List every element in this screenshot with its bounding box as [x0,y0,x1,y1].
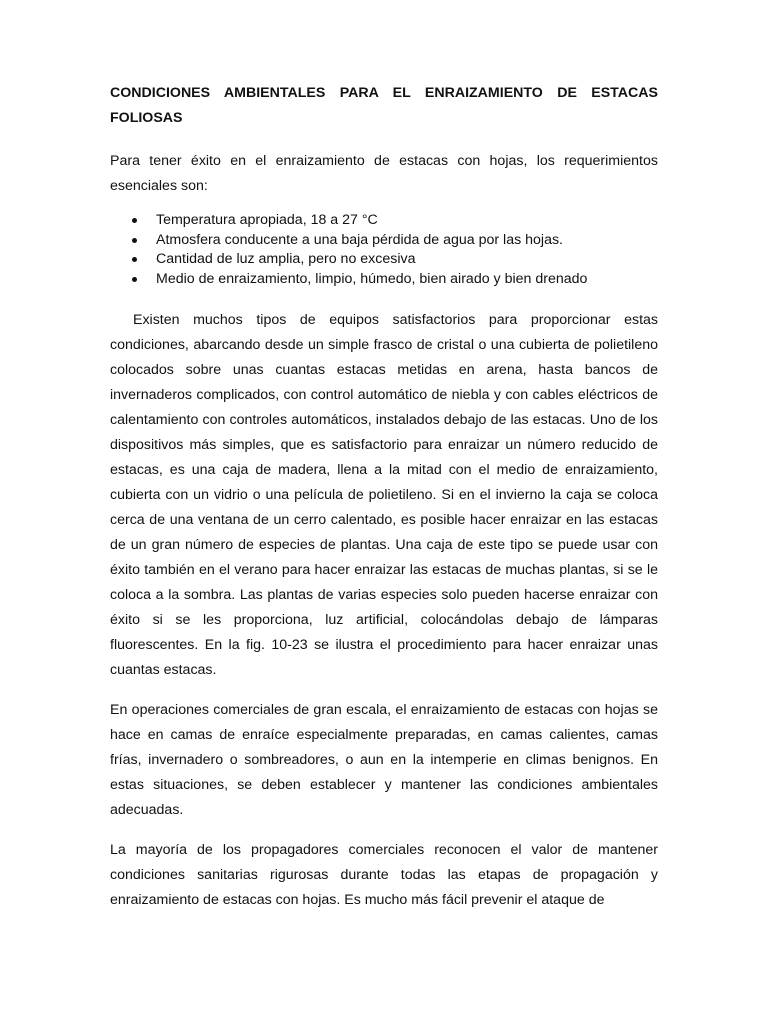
list-item [110,270,658,290]
list-item-text: Atmosfera conducente a una baja pérdida de agua por las hojas. [156,231,563,248]
intro-paragraph: Para tener éxito en el enraizamiento de estacas con hojas, los requerimientos esenciales son: [110,153,658,194]
document-title: CONDICIONES AMBIENTALES PARA EL ENRAIZAMIENTO DE ESTACAS FOLIOSAS [110,85,658,126]
list-item [110,231,658,251]
body-paragraph-sanitary: La mayoría de los propagadores comerciales reconocen el valor de mantener condiciones sanitarias rigurosas durante todas las etapas de propagación y enraizamiento de estacas con hojas. Es mucho más fácil prevenir el ataque de [110,842,658,908]
list-item [110,250,658,270]
list-item-text: Cantidad de luz amplia, pero no excesiva [156,251,416,267]
body-paragraph-commercial: En operaciones comerciales de gran escala, el enraizamiento de estacas con hojas se hace en camas de enraíce especialmente preparadas, en camas calientes, camas frías, invernadero o sombreadores, o aun en la intemperie en climas benignos. En estas situaciones, se deben establecer y mantener las condiciones ambientales adecuadas. [110,702,658,818]
bullet-icon [132,257,137,262]
requirements-list [110,211,658,289]
list-item [110,211,658,231]
document-body [110,81,658,913]
bullet-icon [132,218,137,223]
list-item-text: Medio de enraizamiento, limpio, húmedo, bien airado y bien drenado [156,270,588,287]
bullet-icon [132,238,137,243]
list-item-text: Temperatura apropiada, 18 a 27 °C [156,212,378,228]
bullet-icon [132,277,137,282]
body-paragraph-equipment: Existen muchos tipos de equipos satisfactorios para proporcionar estas condiciones, abarcando desde un simple frasco de cristal o una cubierta de polietileno colocados sobre unas cuantas estacas metidas en arena, hasta bancos de invernaderos complicados, con control automático de niebla y con cables eléctricos de calentamiento con controles automáticos, instalados debajo de las estacas. Uno de los dispositivos más simples, que es satisfactorio para enraizar un número reducido de estacas, es una caja de madera, llena a la mitad con el medio de enraizamiento, cubierta con un vidrio o una película de polietileno. Si en el invierno la caja se coloca cerca de una ventana de un cerro calentado, es posible hacer enraizar en las estacas de un gran número de especies de plantas. Una caja de este tipo se puede usar con éxito también en el verano para hacer enraizar las estacas de muchas plantas, si se le coloca a la sombra. Las plantas de varias especies solo pueden hacerse enraizar con éxito si se les proporciona, luz artificial, colocándolas debajo de lámparas fluorescentes. En la fig. 10-23 se ilustra el procedimiento para hacer enraizar unas cuantas estacas. [110,312,658,678]
